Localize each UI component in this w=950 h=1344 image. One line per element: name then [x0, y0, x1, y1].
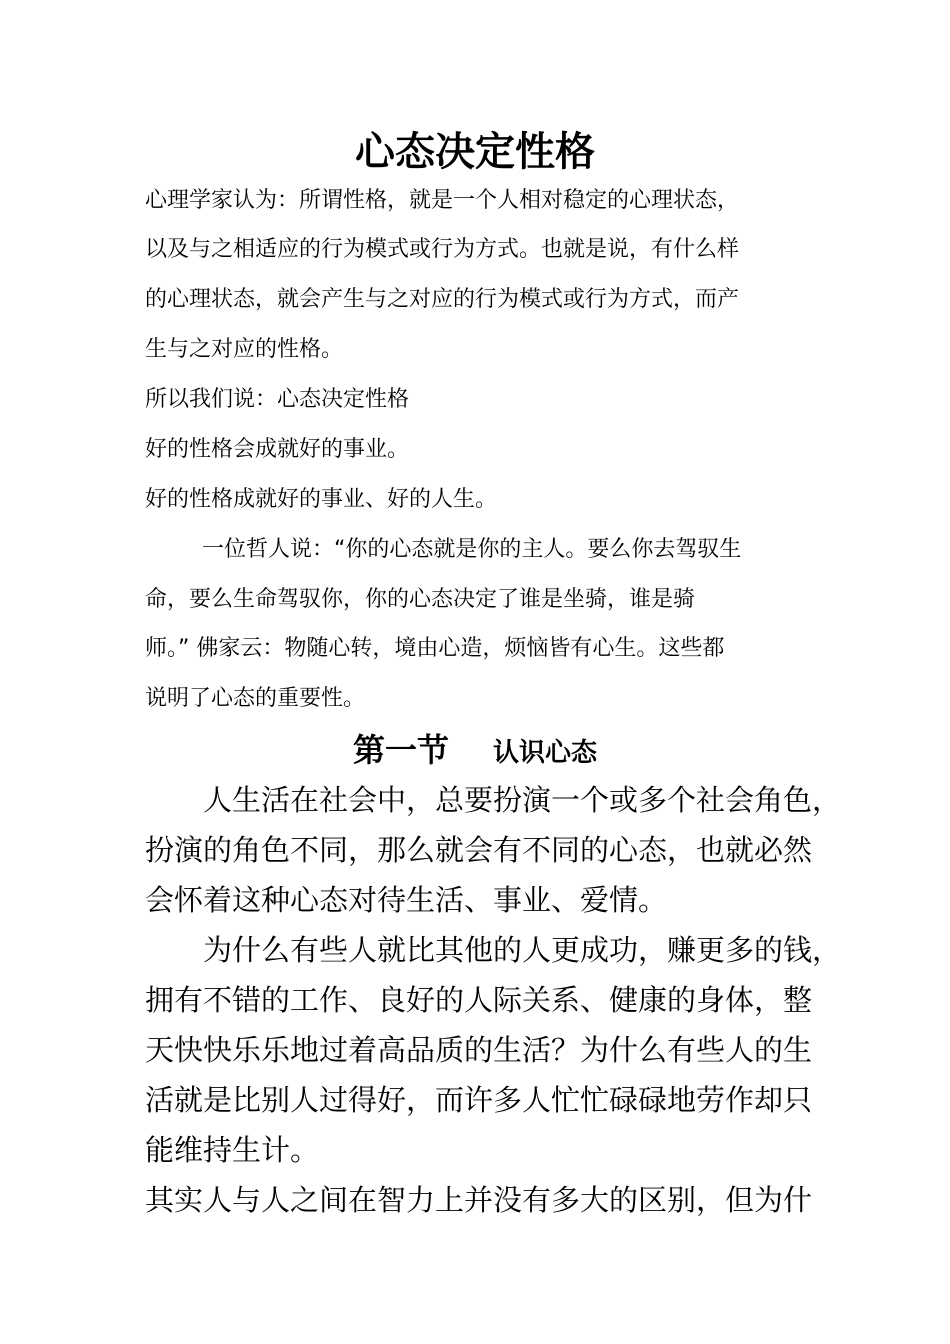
intro-line: 好的性格会成就好的事业。 [145, 437, 410, 462]
body-line: 天快快乐乐地过着高品质的生活？为什么有些人的生 [145, 1033, 813, 1067]
body-line: 活就是比别人过得好，而许多人忙忙碌碌地劳作却只 [145, 1083, 813, 1117]
section-name: 认识心态 [493, 738, 598, 768]
body-line: 人生活在社会中，总要扮演一个或多个社会角色， [203, 783, 842, 817]
body-line: 能维持生计。 [145, 1133, 320, 1167]
intro-line: 所以我们说：心态决定性格 [145, 387, 410, 412]
intro-line: 说明了心态的重要性。 [145, 686, 366, 711]
body-line: 扮演的角色不同，那么就会有不同的心态，也就必然 [145, 833, 813, 867]
body-line: 会怀着这种心态对待生活、事业、爱情。 [145, 883, 668, 917]
body-line: 其实人与人之间在智力上并没有多大的区别，但为什 [145, 1183, 813, 1217]
intro-line: 师。” 佛家云：物随心转，境由心造，烦恼皆有心生。这些都 [145, 636, 725, 661]
intro-line: 一位哲人说：“你的心态就是你的主人。要么你去驾驭生 [202, 537, 742, 562]
section-number: 第一节 [352, 731, 449, 769]
intro-line: 心理学家认为：所谓性格，就是一个人相对稳定的心理状态， [145, 188, 740, 213]
document-title: 心态决定性格 [355, 128, 595, 175]
body-line: 拥有不错的工作、良好的人际关系、健康的身体，整 [145, 983, 813, 1017]
intro-line: 命，要么生命驾驭你，你的心态决定了谁是坐骑，谁是骑 [145, 587, 696, 612]
section-heading [0, 728, 950, 775]
intro-line: 好的性格成就好的事业、好的人生。 [145, 487, 498, 512]
body-line: 为什么有些人就比其他的人更成功，赚更多的钱， [203, 933, 842, 967]
intro-line: 以及与之相适应的行为模式或行为方式。也就是说，有什么样 [145, 237, 740, 262]
intro-line: 生与之对应的性格。 [145, 337, 344, 362]
intro-line: 的心理状态，就会产生与之对应的行为模式或行为方式，而产 [145, 287, 740, 312]
